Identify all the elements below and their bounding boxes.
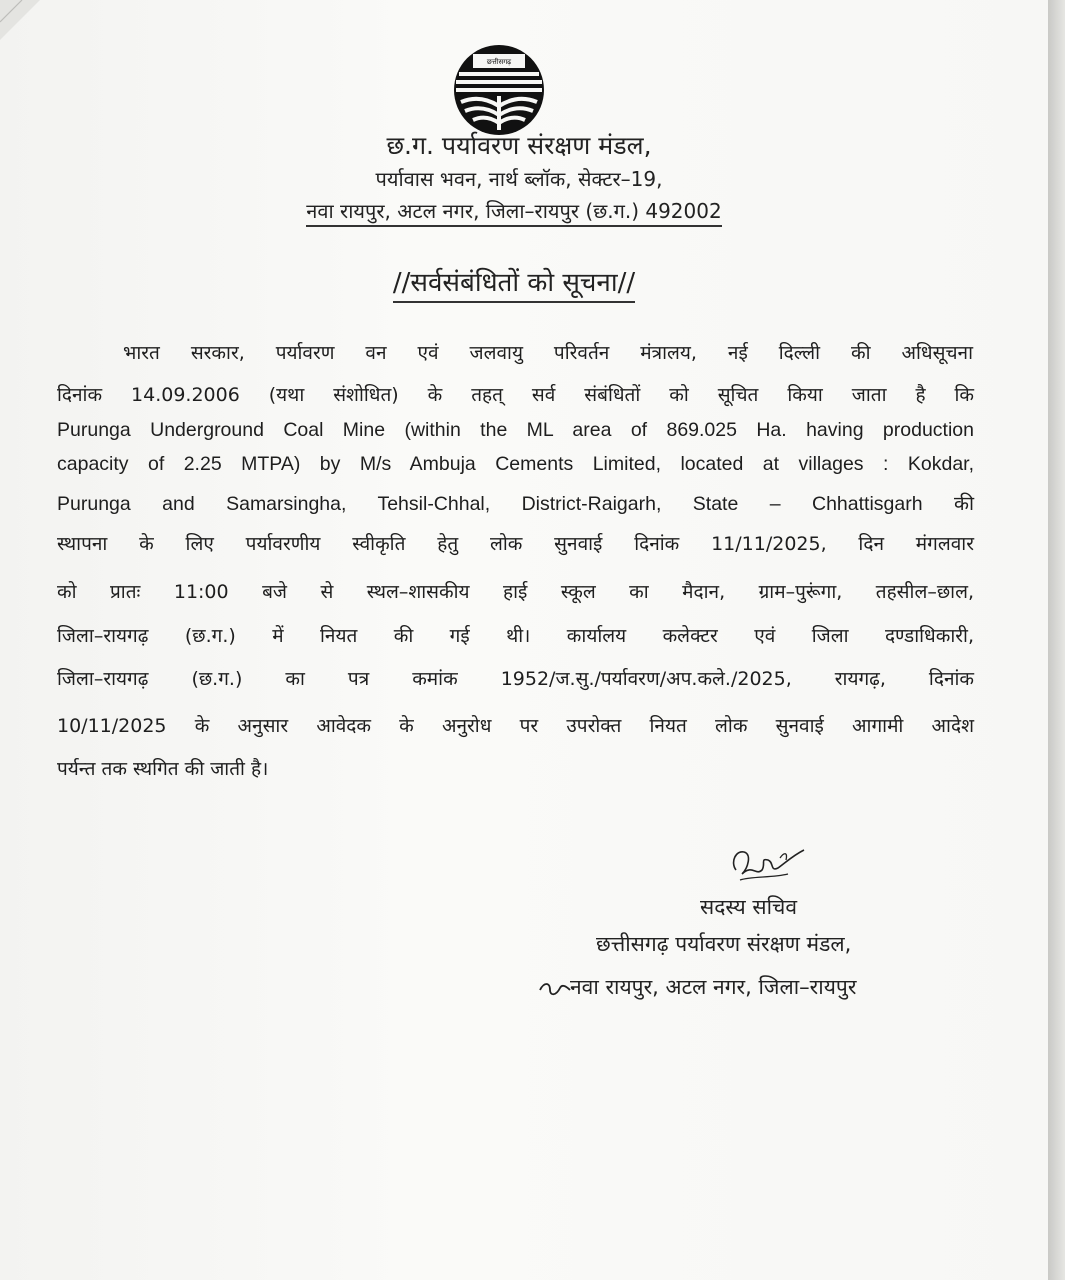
body-line: Purunga and Samarsingha, Tehsil-Chhal, District-Raigarh, State – Chhattisgarh की [57,493,974,515]
page-corner-fold [0,0,40,40]
body-line: Purunga Underground Coal Mine (within the ML area of 869.025 Ha. having production [57,419,974,441]
address-line-2 [0,197,1038,224]
logo-text: छत्तीसगढ़ [486,58,512,66]
body-line: 10/11/2025 के अनुसार आवेदक के अनुरोध पर उपरोक्त नियत लोक सुनवाई आगामी आदेश [57,715,974,737]
body-line: जिला–रायगढ़ (छ.ग.) का पत्र कमांक 1952/ज.सु./पर्यावरण/अप.कले./2025, रायगढ़, दिनांक [57,668,974,690]
board-logo [453,44,545,136]
body-line: capacity of 2.25 MTPA) by M/s Ambuja Cements Limited, located at villages : Kokdar, [57,453,974,475]
signature [722,840,812,890]
body-line: जिला–रायगढ़ (छ.ग.) में नियत की गई थी। कार्यालय कलेक्टर एवं जिला दण्डाधिकारी, [57,625,974,647]
notice-title-text: //सर्वसंबंधितों को सूचना// [393,268,635,303]
body-line: स्थापना के लिए पर्यावरणीय स्वीकृति हेतु लोक सुनवाई दिनांक 11/11/2025, दिन मंगलवार [57,533,974,555]
body-line: पर्यन्त तक स्थगित की जाती है। [57,758,269,780]
signatory-org: छत्तीसगढ़ पर्यावरण संरक्षण मंडल, [596,932,852,956]
body-line: को प्रातः 11:00 बजे से स्थल–शासकीय हाई स्कूल का मैदान, ग्राम–पुरूंगा, तहसील–छाल, [57,581,974,603]
notice-title [0,263,1038,299]
org-name: छ.ग. पर्यावरण संरक्षण मंडल, [386,131,652,160]
signatory-title: सदस्य सचिव [700,895,798,919]
scan-edge [1048,0,1065,1280]
address-line-1: पर्यावास भवन, नार्थ ब्लॉक, सेक्टर–19, [375,167,663,191]
body-line: भारत सरकार, पर्यावरण वन एवं जलवायु परिवर्तन मंत्रालय, नई दिल्ली की अधिसूचना [123,342,973,364]
signatory-address-text: नवा रायपुर, अटल नगर, जिला–रायपुर [570,975,857,999]
signatory-address [536,973,856,1001]
address-line-2-text: नवा रायपुर, अटल नगर, जिला–रायपुर (छ.ग.) 492002 [306,199,721,227]
body-line: दिनांक 14.09.2006 (यथा संशोधित) के तहत् सर्व संबंधितों को सूचित किया जाता है कि [57,384,974,406]
